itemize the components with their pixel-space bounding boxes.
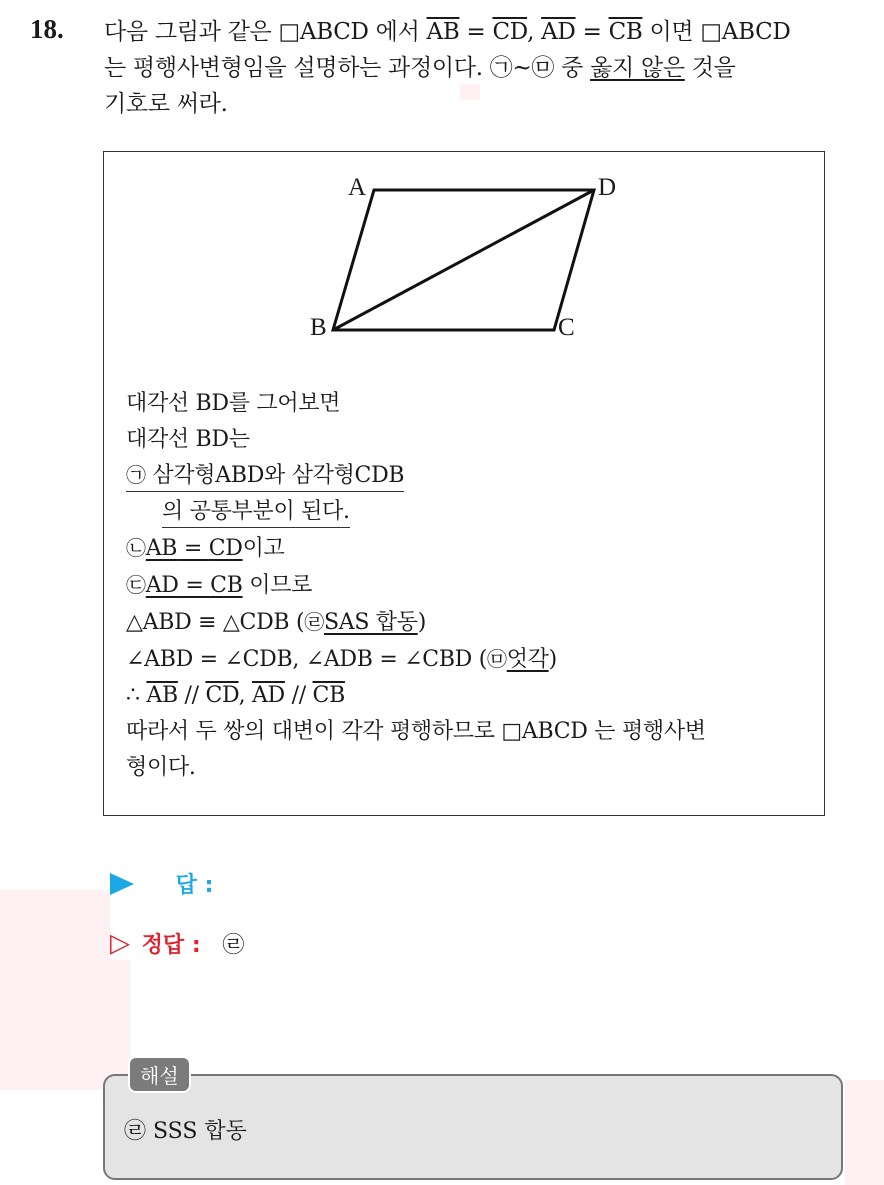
solution-text: ㉣ SSS 합동 (124, 1119, 247, 1144)
question-line-3: 기호로 써라. (104, 91, 228, 117)
proof-line: ∴ $\overline{AB} // \overline{CD}$, $\overline{AD} // \overline{CB}$ (126, 683, 345, 708)
background-blotch (60, 960, 130, 1080)
point-label-d: D (598, 174, 617, 201)
question-line-1: 다음 그림과 같은 □ABCD 에서 $\overline{AB} = \overline{CD}$, $\overline{AD} = \overline{CB}$ 이면 □ABCD (104, 19, 791, 45)
point-label-c: C (558, 314, 575, 341)
proof-line: ㉡AB = CD이고 (126, 536, 285, 561)
background-blotch (845, 1080, 884, 1185)
proof-line: △ABD ≡ △CDB (㉣SAS 합동) (126, 610, 427, 635)
proof-line: 의 공통부분이 된다. (126, 494, 816, 530)
proof-line: 따라서 두 쌍의 대변이 각각 평행하므로 □ABCD 는 평행사변 (126, 719, 706, 744)
figure-box (103, 151, 825, 816)
proof-text (126, 386, 816, 786)
filled-triangle-icon (110, 873, 134, 895)
question-number: 18. (30, 14, 64, 44)
correct-answer-value: ㉣ (222, 933, 245, 958)
correct-answer-row (110, 928, 244, 959)
proof-line: ∠ABD = ∠CDB, ∠ADB = ∠CBD (㉤엇각) (126, 647, 557, 672)
question-line-2: 는 평행사변형임을 설명하는 과정이다. ㉠~㉤ 중 옳지 않은 것을 (104, 55, 736, 81)
answer-label: 답 : (175, 873, 214, 898)
parallelogram-figure (104, 152, 826, 392)
point-label-b: B (310, 314, 327, 341)
solution-tag: 해설 (128, 1056, 191, 1093)
proof-line: 대각선 BD는 (126, 427, 250, 452)
proof-line: ㉢AD = CB 이므로 (126, 573, 313, 598)
correct-answer-label: 정답 : (141, 933, 201, 958)
proof-line: 대각선 BD를 그어보면 (126, 391, 341, 416)
point-label-a: A (348, 174, 367, 201)
question-text (104, 14, 864, 122)
diagonal-bd (333, 190, 594, 330)
answer-row (110, 868, 213, 899)
proof-line: 형이다. (126, 755, 196, 780)
outline-triangle-icon: ▷ (110, 928, 130, 959)
proof-line: ㉠ 삼각형ABD와 삼각형CDB (126, 458, 816, 494)
